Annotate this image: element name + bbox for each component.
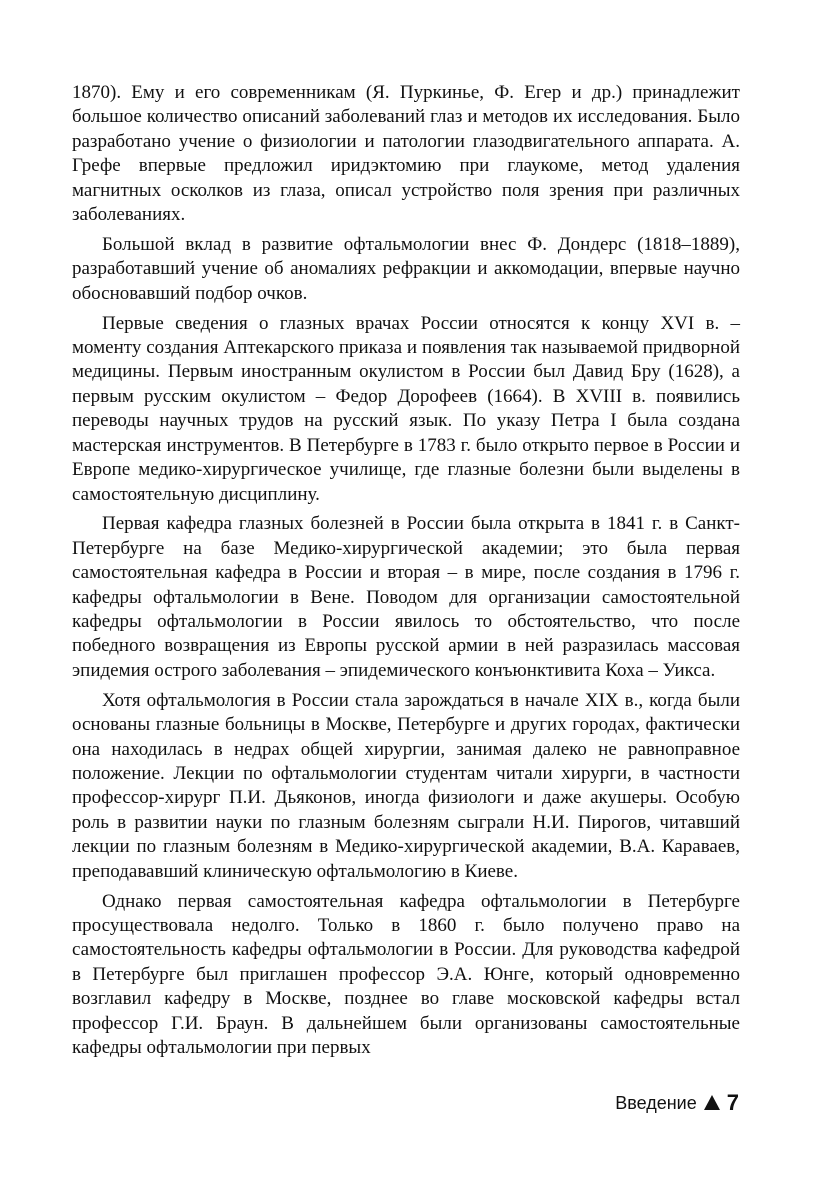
- paragraph-6: Однако первая самостоятельная кафедра офтальмологии в Петербурге просуществовала недолго. Только в 1860 г. было получено право на самостоятельность кафедры офтальмологии в России. Для руководства кафедрой в Петербурге был приглашен профессор Э.А. Юнге, который одновременно возглавил кафедру в Москве, позднее во главе московской кафедры встал профессор Г.И. Браун. В дальнейшем были организованы самостоятельные кафедры офтальмологии при первых: [72, 890, 740, 1058]
- paragraph-2: Большой вклад в развитие офтальмологии внес Ф. Дондерс (1818–1889), разработавший учение об аномалиях рефракции и аккомодации, впервые научно обосновавший подбор очков.: [72, 233, 740, 304]
- page-body: [72, 81, 740, 1066]
- triangle-icon: [704, 1095, 720, 1110]
- section-label: Введение: [615, 1092, 697, 1113]
- paragraph-3: Первые сведения о глазных врачах России относятся к концу XVI в. – моменту создания Аптекарского приказа и появления так называемой придворной медицины. Первым иностранным окулистом в России был Давид Бру (1628), а первым русским окулистом – Федор Дорофеев (1664). В XVIII в. появились переводы научных трудов на русский язык. По указу Петра I была создана мастерская инструментов. В Петербурге в 1783 г. было открыто первое в России и Европе медико-хирургическое училище, где глазные болезни были выделены в самостоятельную дисциплину.: [72, 312, 740, 505]
- paragraph-5: Хотя офтальмология в России стала зарождаться в начале XIX в., когда были основаны глазные больницы в Москве, Петербурге и других городах, фактически она находилась в недрах общей хирургии, занимая далеко не равноправное положение. Лекции по офтальмологии студентам читали хирурги, в частности профессор-хирург П.И. Дьяконов, иногда физиологи и даже акушеры. Особую роль в развитии науки по глазным болезням сыграли Н.И. Пирогов, читавший лекции по глазным болезням в Медико-хирургической академии, В.А. Караваев, преподававший клиническую офтальмологию в Киеве.: [72, 689, 740, 882]
- paragraph-1: 1870). Ему и его современникам (Я. Пуркинье, Ф. Егер и др.) принадлежит большое количество описаний заболеваний глаз и методов их исследования. Было разработано учение о физиологии и патологии глазодвигательного аппарата. А. Грефе впервые предложил иридэктомию при глаукоме, метод удаления магнитных осколков из глаза, описал устройство поля зрения при различных заболеваниях.: [72, 82, 740, 226]
- paragraph-4: Первая кафедра глазных болезней в России была открыта в 1841 г. в Санкт-Петербурге на базе Медико-хирургической академии; это была первая самостоятельная кафедра в России и вторая – в мире, после создания в 1796 г. кафедры офтальмологии в Вене. Поводом для организации самостоятельной кафедры офтальмологии в России явилось то обстоятельство, что после победного возвращения из Европы русской армии в ней разразилась массовая эпидемия острого заболевания – эпидемического конъюнктивита Коха – Уикса.: [72, 513, 740, 681]
- page-number: 7: [726, 1090, 739, 1115]
- page-footer: [615, 1090, 739, 1116]
